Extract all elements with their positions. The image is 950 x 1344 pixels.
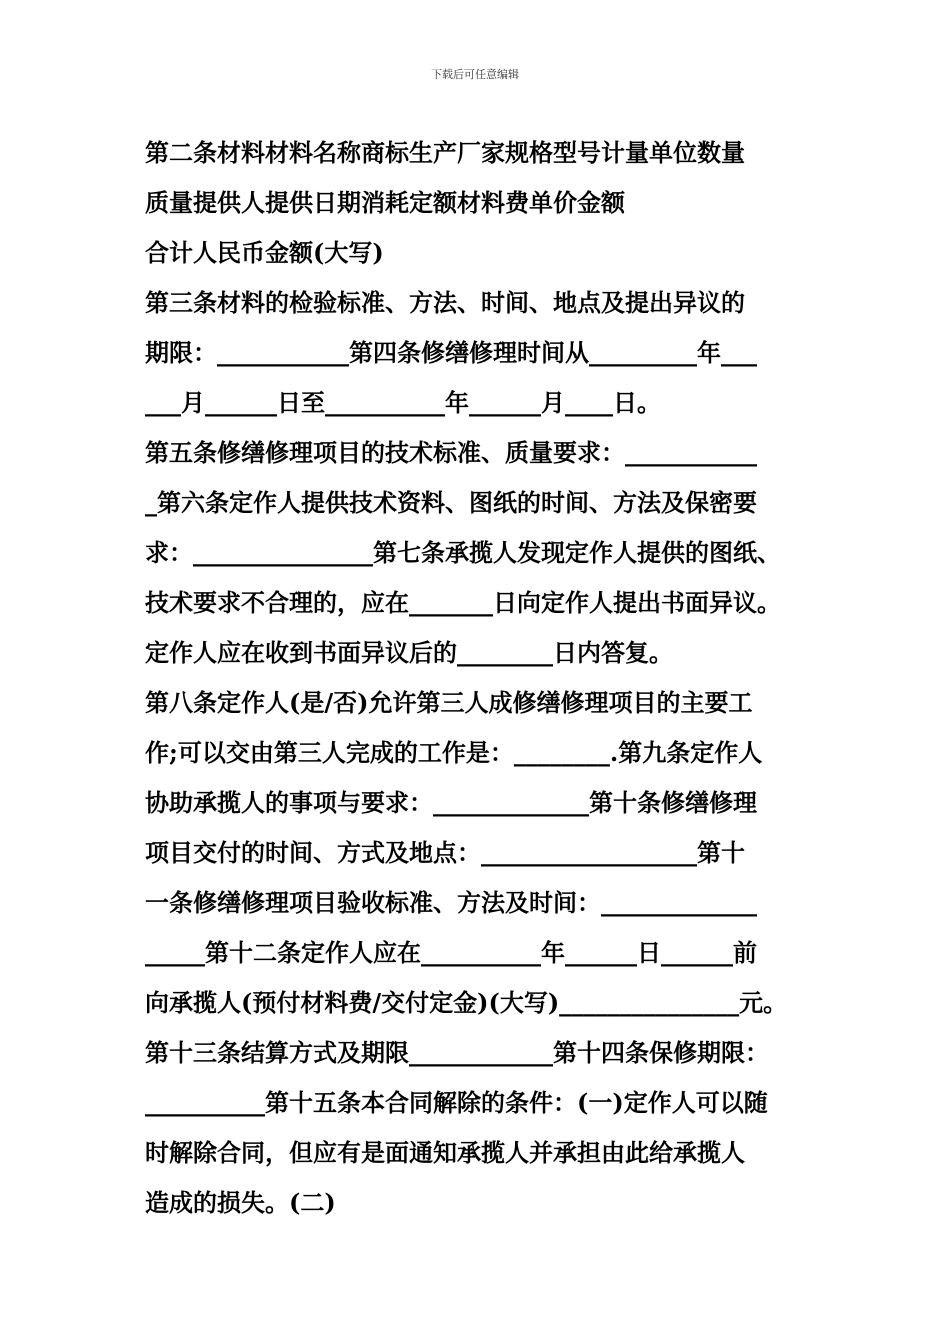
text-line: 技术要求不合理的，应在_______日向定作人提出书面异议。: [145, 588, 781, 617]
text-line: 第八条定作人(是/否)允许第三人成修缮修理项目的主要工: [145, 688, 753, 717]
text-line: 第五条修缮修理项目的技术标准、质量要求：___________: [145, 438, 757, 467]
text-line: _第六条定作人提供技术资料、图纸的时间、方法及保密要: [145, 488, 757, 517]
text-line: 作;可以交由第三人完成的工作是：________.第九条定作人: [145, 738, 763, 767]
text-line: 第二条材料材料名称商标生产厂家规格型号计量单位数量: [145, 138, 745, 167]
text-line: 期限：___________第四条修缮修理时间从_________年___: [145, 338, 757, 367]
text-line: 向承揽人(预付材料费/交付定金)(大写)_______________元。: [145, 988, 788, 1017]
text-line: 求：_______________第七条承揽人发现定作人提供的图纸、: [145, 538, 781, 567]
text-line: __________第十五条本合同解除的条件：(一)定作人可以随: [145, 1088, 768, 1117]
text-line: 项目交付的时间、方式及地点：__________________第十: [145, 838, 745, 867]
text-line: 协助承揽人的事项与要求：_____________第十条修缮修理: [145, 788, 757, 817]
text-line: 定作人应在收到书面异议后的________日内答复。: [145, 638, 673, 667]
text-line: 造成的损失。(二): [145, 1188, 336, 1217]
text-line: 第十三条结算方式及期限____________第十四条保修期限：: [145, 1038, 769, 1067]
text-line: 时解除合同，但应有是面通知承揽人并承担由此给承揽人: [145, 1138, 745, 1167]
contract-body: [145, 128, 825, 1228]
header-note: 下载后可任意编辑: [431, 68, 519, 81]
text-line: 质量提供人提供日期消耗定额材料费单价金额: [145, 188, 625, 217]
text-line: 一条修缮修理项目验收标准、方法及时间：_____________: [145, 888, 757, 917]
text-line: 合计人民币金额(大写): [145, 238, 384, 267]
text-line: ___月______日至__________年______月____日。: [145, 388, 661, 417]
text-line: 第三条材料的检验标准、方法、时间、地点及提出异议的: [145, 288, 745, 317]
text-line: _____第十二条定作人应在__________年______日______前: [145, 938, 757, 967]
